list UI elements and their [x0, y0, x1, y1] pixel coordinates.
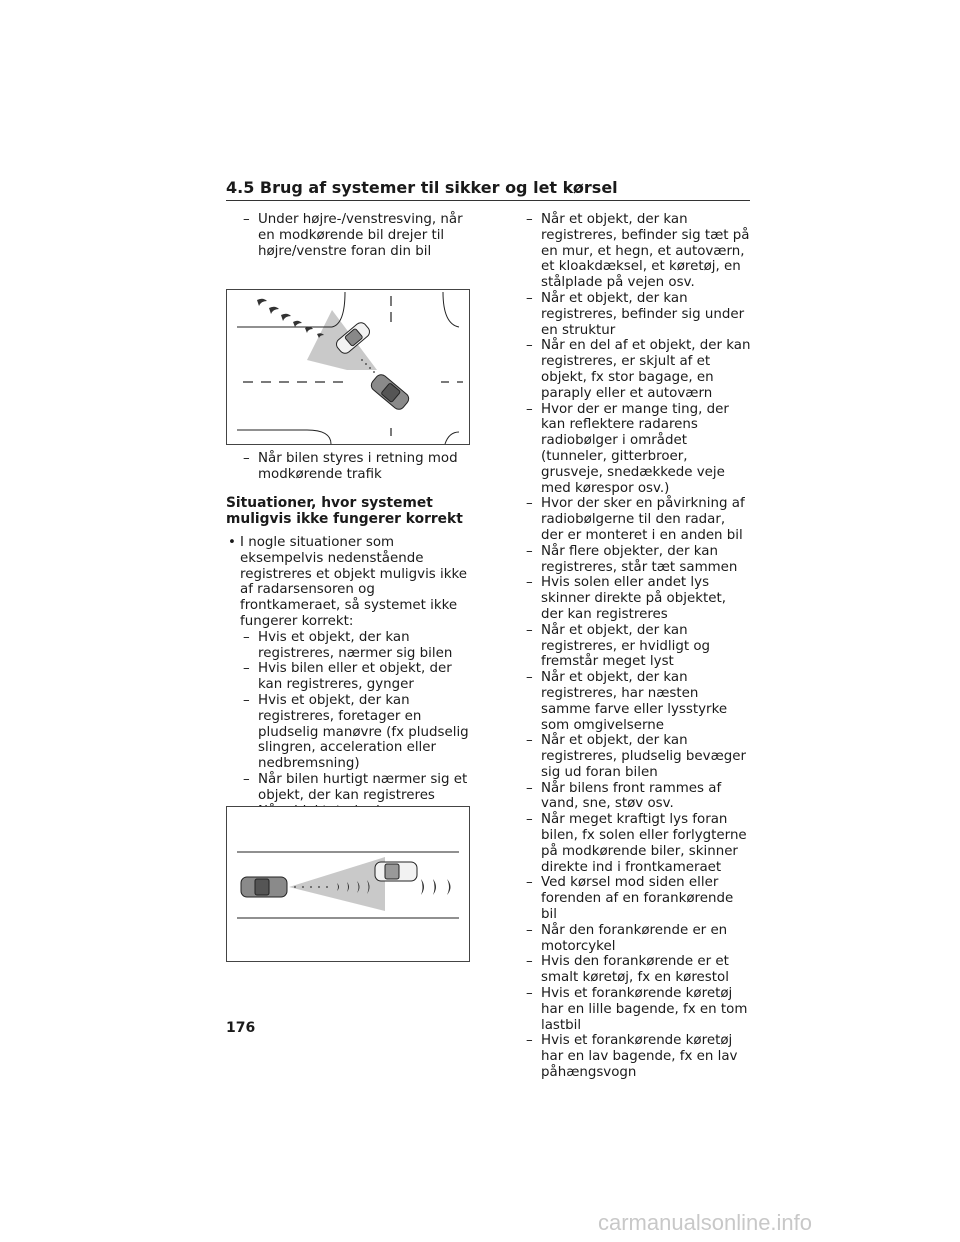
list-item — [523, 875, 751, 922]
dash-marker: – — [526, 670, 533, 686]
own-car — [369, 373, 411, 413]
list-item-text: Når et objekt, der kan registreres, pludselig bevæger sig ud foran bilen — [541, 733, 746, 780]
preceding-car — [375, 862, 417, 881]
list-item — [523, 496, 751, 543]
list-item — [523, 923, 751, 955]
list-item — [240, 630, 476, 662]
list-item-text: Hvis et forankørende køretøj har en lille bagende, fx en tom lastbil — [541, 986, 748, 1033]
list-item-text: Når bilen hurtigt nærmer sig et objekt, der kan registreres — [258, 771, 468, 803]
list-item — [523, 575, 751, 622]
watermark: carmanualsonline.info — [598, 1210, 813, 1235]
dash-marker: – — [243, 692, 250, 708]
section-subheading: Situationer, hvor systemet muligvis ikke fungerer korrekt — [226, 494, 463, 527]
list-item-text: Når en del af et objekt, der kan registreres, er skjult af et objekt, fx stor bagage, en paraply eller et autoværn — [541, 338, 751, 401]
list-item — [523, 733, 751, 780]
list-item — [523, 954, 751, 986]
page-number: 176 — [226, 1020, 256, 1036]
list-item — [240, 212, 476, 259]
list-item-text: Hvis et objekt, der kan registreres, foretager en pludselig manøvre (fx pludselig slingren, acceleration eller nedbremsning) — [258, 692, 469, 772]
lateral-offset-diagram — [227, 807, 469, 961]
dash-marker: – — [526, 575, 533, 591]
dash-marker: – — [243, 629, 250, 645]
list-item — [523, 291, 751, 338]
list-item-text: Hvis et forankørende køretøj har en lav bagende, fx en lav påhængsvogn — [541, 1033, 738, 1081]
list-item — [523, 781, 751, 813]
list-item — [240, 772, 476, 804]
list-item-text: Når den forankørende er en motorcykel — [541, 922, 728, 954]
list-item-text: Ved kørsel mod siden eller forenden af en forankørende bil — [541, 875, 734, 923]
turning-illustration — [226, 289, 470, 445]
dash-marker: – — [526, 986, 533, 1002]
list-item-text: Hvis solen eller andet lys skinner direkte på objektet, der kan registreres — [541, 575, 726, 622]
list-item — [523, 812, 751, 875]
list-item-text: Hvis den forankørende er et smalt køretøj, fx en kørestol — [541, 954, 729, 986]
list-item-text: Når meget kraftigt lys foran bilen, fx solen eller forlygterne på modkørende biler, skinner direkte ind i frontkameraet — [541, 812, 747, 875]
dash-marker: – — [526, 1033, 533, 1049]
dash-marker: – — [526, 622, 533, 638]
list-item-text: Hvis bilen eller et objekt, der kan registreres, gynger — [258, 661, 452, 693]
list-item — [240, 451, 476, 483]
list-item — [523, 986, 751, 1033]
dash-marker: – — [526, 812, 533, 828]
list-item — [240, 693, 476, 772]
dash-marker: – — [243, 451, 250, 467]
header-rule — [226, 200, 750, 201]
dash-marker: – — [526, 338, 533, 354]
own-car — [241, 877, 287, 897]
dash-marker: – — [526, 922, 533, 938]
list-item — [523, 1033, 751, 1080]
dash-marker: – — [526, 733, 533, 749]
dash-marker: – — [526, 954, 533, 970]
dash-marker: – — [526, 543, 533, 559]
list-item-text: Når bilens front rammes af vand, sne, støv osv. — [541, 780, 722, 812]
lateral-offset-illustration — [226, 806, 470, 962]
list-item — [523, 670, 751, 733]
dash-marker: – — [526, 290, 533, 306]
list-item — [523, 338, 751, 401]
turning-diagram — [227, 290, 469, 444]
list-item — [523, 544, 751, 576]
section-header: 4.5 Brug af systemer til sikker og let kørsel — [226, 178, 618, 197]
dash-marker: – — [243, 771, 250, 787]
radar-beam-shape — [289, 857, 385, 911]
right-column — [523, 212, 751, 1081]
dash-marker: – — [526, 212, 533, 227]
list-item-text: Når et objekt, der kan registreres, har næsten samme farve eller lysstyrke som omgivelserne — [541, 670, 728, 733]
list-item-text: Når bilen styres i retning mod modkørende trafik — [258, 451, 458, 483]
dash-marker: – — [526, 496, 533, 512]
list-item — [523, 402, 751, 497]
list-item-text: Når et objekt, der kan registreres, er hvidligt og fremstår meget lyst — [541, 622, 711, 670]
bullet-item — [226, 535, 476, 630]
dash-marker: – — [526, 780, 533, 796]
bullet-text: I nogle situationer som eksempelvis nedenstående registreres et objekt muligvis ikke af radarsensoren og frontkameraet, så systemet ikke fungerer korrekt: — [240, 534, 468, 629]
list-item-text: Når et objekt, der kan registreres, befinder sig tæt på en mur, et hegn, et autoværn, et kloakdæksel, et køretøj, en stålplade på vejen osv. — [541, 212, 750, 291]
list-item-text: Hvor der er mange ting, der kan reflektere radarens radiobølger i området (tunneler, gitterbroer, grusveje, snedækkede veje med kørespor osv.) — [541, 401, 729, 496]
left-column — [226, 212, 476, 851]
list-item-text: Under højre-/venstresving, når en modkørende bil drejer til højre/venstre foran din bil — [258, 212, 463, 259]
dash-marker: – — [526, 875, 533, 891]
list-item — [523, 623, 751, 670]
bullet-marker: • — [228, 534, 236, 550]
dash-marker: – — [243, 661, 250, 677]
list-item-text: Hvis et objekt, der kan registreres, nærmer sig bilen — [258, 629, 453, 661]
list-item-text: Hvor der sker en påvirkning af radiobølgerne til den radar, der er monteret i en anden bil — [541, 496, 745, 543]
list-item — [240, 661, 476, 693]
dash-marker: – — [243, 212, 250, 227]
list-item-text: Når et objekt, der kan registreres, befinder sig under en struktur — [541, 290, 745, 338]
list-item — [523, 212, 751, 291]
list-item-text: Når flere objekter, der kan registreres, står tæt sammen — [541, 543, 738, 575]
dash-marker: – — [526, 401, 533, 417]
